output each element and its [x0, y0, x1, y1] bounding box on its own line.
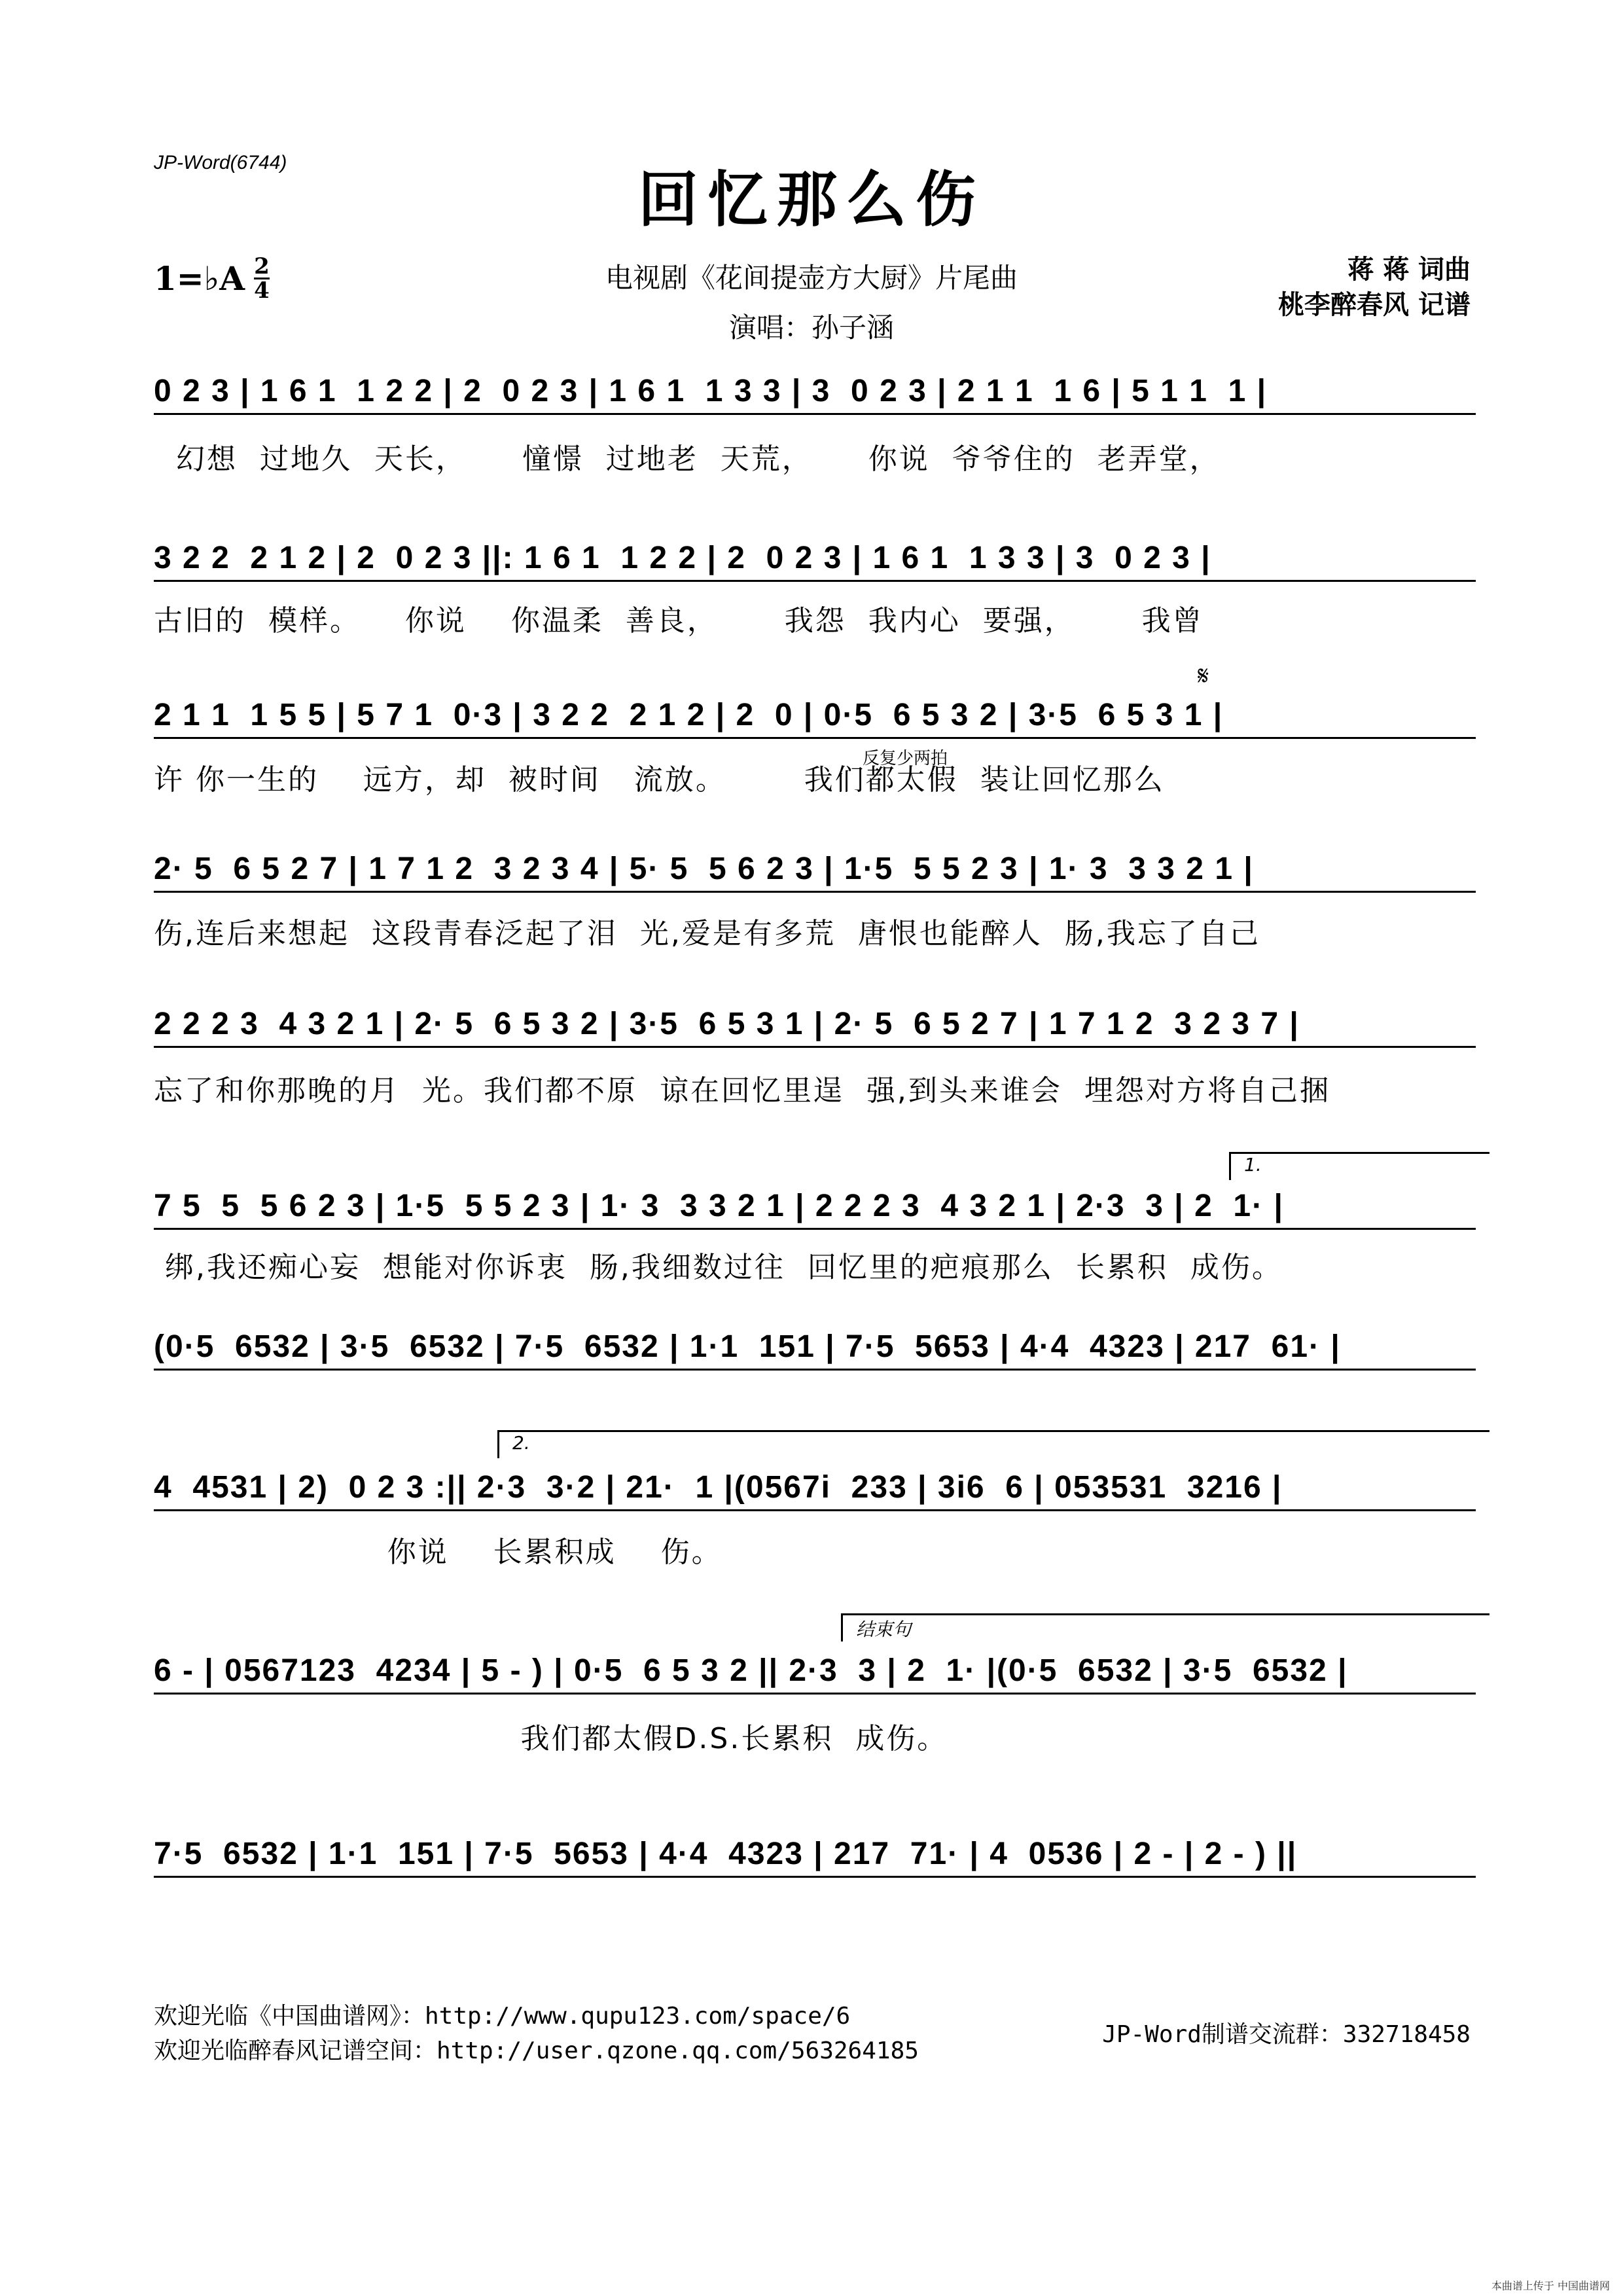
notation-row: 2· 5 6 5 2 7 | 1 7 1 2 3 2 3 4 | 5· 5 5 6 2 3 | 1·5 5 5 2 3 | 1· 3 3 3 2 1 | — [154, 851, 1476, 893]
notation-row: 2 2 2 3 4 3 2 1 | 2· 5 6 5 3 2 | 3·5 6 5 3 1 | 2· 5 6 5 2 7 | 1 7 1 2 3 2 3 7 | — [154, 1006, 1476, 1048]
volta-2: 2. — [497, 1430, 1489, 1458]
footer-group: JP-Word制谱交流群：332718458 — [1102, 2021, 1471, 2048]
notation-row: 7 5 5 5 6 2 3 | 1·5 5 5 2 3 | 1· 3 3 3 2 1 | 2 2 2 3 4 3 2 1 | 2·3 3 | 2 1· | — [154, 1188, 1476, 1230]
subtitle: 电视剧《花间提壶方大厨》片尾曲 — [605, 262, 1018, 294]
lyrics-row: 古旧的 模样。 你说 你温柔 善良， 我怨 我内心 要强， 我曾 — [154, 604, 1204, 637]
lyricist-credit: 蒋 蒋 词曲 — [1347, 255, 1471, 285]
upload-stamp: 本曲谱上传于 中国曲谱网 — [1491, 2280, 1610, 2292]
singer: 演唱：孙子涵 — [728, 312, 894, 344]
lyrics-row: 忘了和你那晚的月 光。我们都不原 谅在回忆里逞 强,到头来谁会 埋怨对方将自己捆 — [154, 1074, 1330, 1107]
notation-row: 0 2 3 | 1 6 1 1 2 2 | 2 0 2 3 | 1 6 1 1 3 3 | 3 0 2 3 | 2 1 1 1 6 | 5 1 1 1 | — [154, 373, 1476, 415]
lyrics-row: 你说 长累积成 伤。 — [154, 1535, 722, 1569]
lyrics-row: 幻想 过地久 天长， 憧憬 过地老 天荒， 你说 爷爷住的 老弄堂， — [154, 442, 1221, 476]
song-title: 回忆那么伤 — [637, 165, 985, 235]
footer-link-qupu[interactable]: 欢迎光临《中国曲谱网》：http://www.qupu123.com/space/6 — [154, 2003, 851, 2030]
transcriber-credit: 桃李醉春风 记谱 — [1278, 290, 1471, 320]
lyrics-row: 许 你一生的 远方，却 被时间 流放。 我们都太假 装让回忆那么 — [154, 763, 1165, 797]
time-bottom: 4 — [254, 278, 270, 304]
volta-1: 1. — [1229, 1152, 1489, 1180]
notation-row: (0·5 6532 | 3·5 6532 | 7·5 6532 | 1·1 151 | 7·5 5653 | 4·4 4323 | 217 61· | — [154, 1329, 1476, 1371]
lyrics-row: 绑,我还痴心妄 想能对你诉衷 肠,我细数过往 回忆里的疤痕那么 长累积 成伤。 — [154, 1251, 1283, 1284]
repeat-note: 反复少两拍 — [863, 749, 948, 768]
notation-row: 3 2 2 2 1 2 | 2 0 2 3 ||: 1 6 1 1 2 2 | 2 0 2 3 | 1 6 1 1 3 3 | 3 0 2 3 | — [154, 540, 1476, 582]
segno-icon: 𝄋 — [1198, 661, 1209, 691]
notation-row: 7·5 6532 | 1·1 151 | 7·5 5653 | 4·4 4323 | 217 71· | 4 0536 | 2 - | 2 - ) || — [154, 1836, 1476, 1878]
lyrics-row: 伤,连后来想起 这段青春泛起了泪 光,爱是有多荒 唐恨也能醉人 肠,我忘了自己 — [154, 917, 1260, 950]
footer-link-qzone[interactable]: 欢迎光临醉春风记谱空间：http://user.qzone.qq.com/563264185 — [154, 2037, 919, 2064]
key-label: 1=♭A — [154, 259, 245, 298]
notation-row: 6 - | 0567123 4234 | 5 - ) | 0·5 6 5 3 2 || 2·3 3 | 2 1· |(0·5 6532 | 3·5 6532 | — [154, 1653, 1476, 1695]
software-label: JP-Word(6744) — [154, 152, 287, 173]
ending-bracket: 结束句 — [841, 1613, 1489, 1641]
lyrics-row: 我们都太假D.S.长累积 成伤。 — [154, 1722, 948, 1755]
notation-row: 2 1 1 1 5 5 | 5 7 1 0·3 | 3 2 2 2 1 2 | 2 0 | 0·5 6 5 3 2 | 3·5 6 5 3 1 | — [154, 697, 1476, 739]
time-top: 2 — [254, 253, 270, 279]
notation-row: 4 4531 | 2) 0 2 3 :|| 2·3 3·2 | 21· 1 |(0567i 233 | 3i6 6 | 053531 3216 | — [154, 1469, 1476, 1511]
